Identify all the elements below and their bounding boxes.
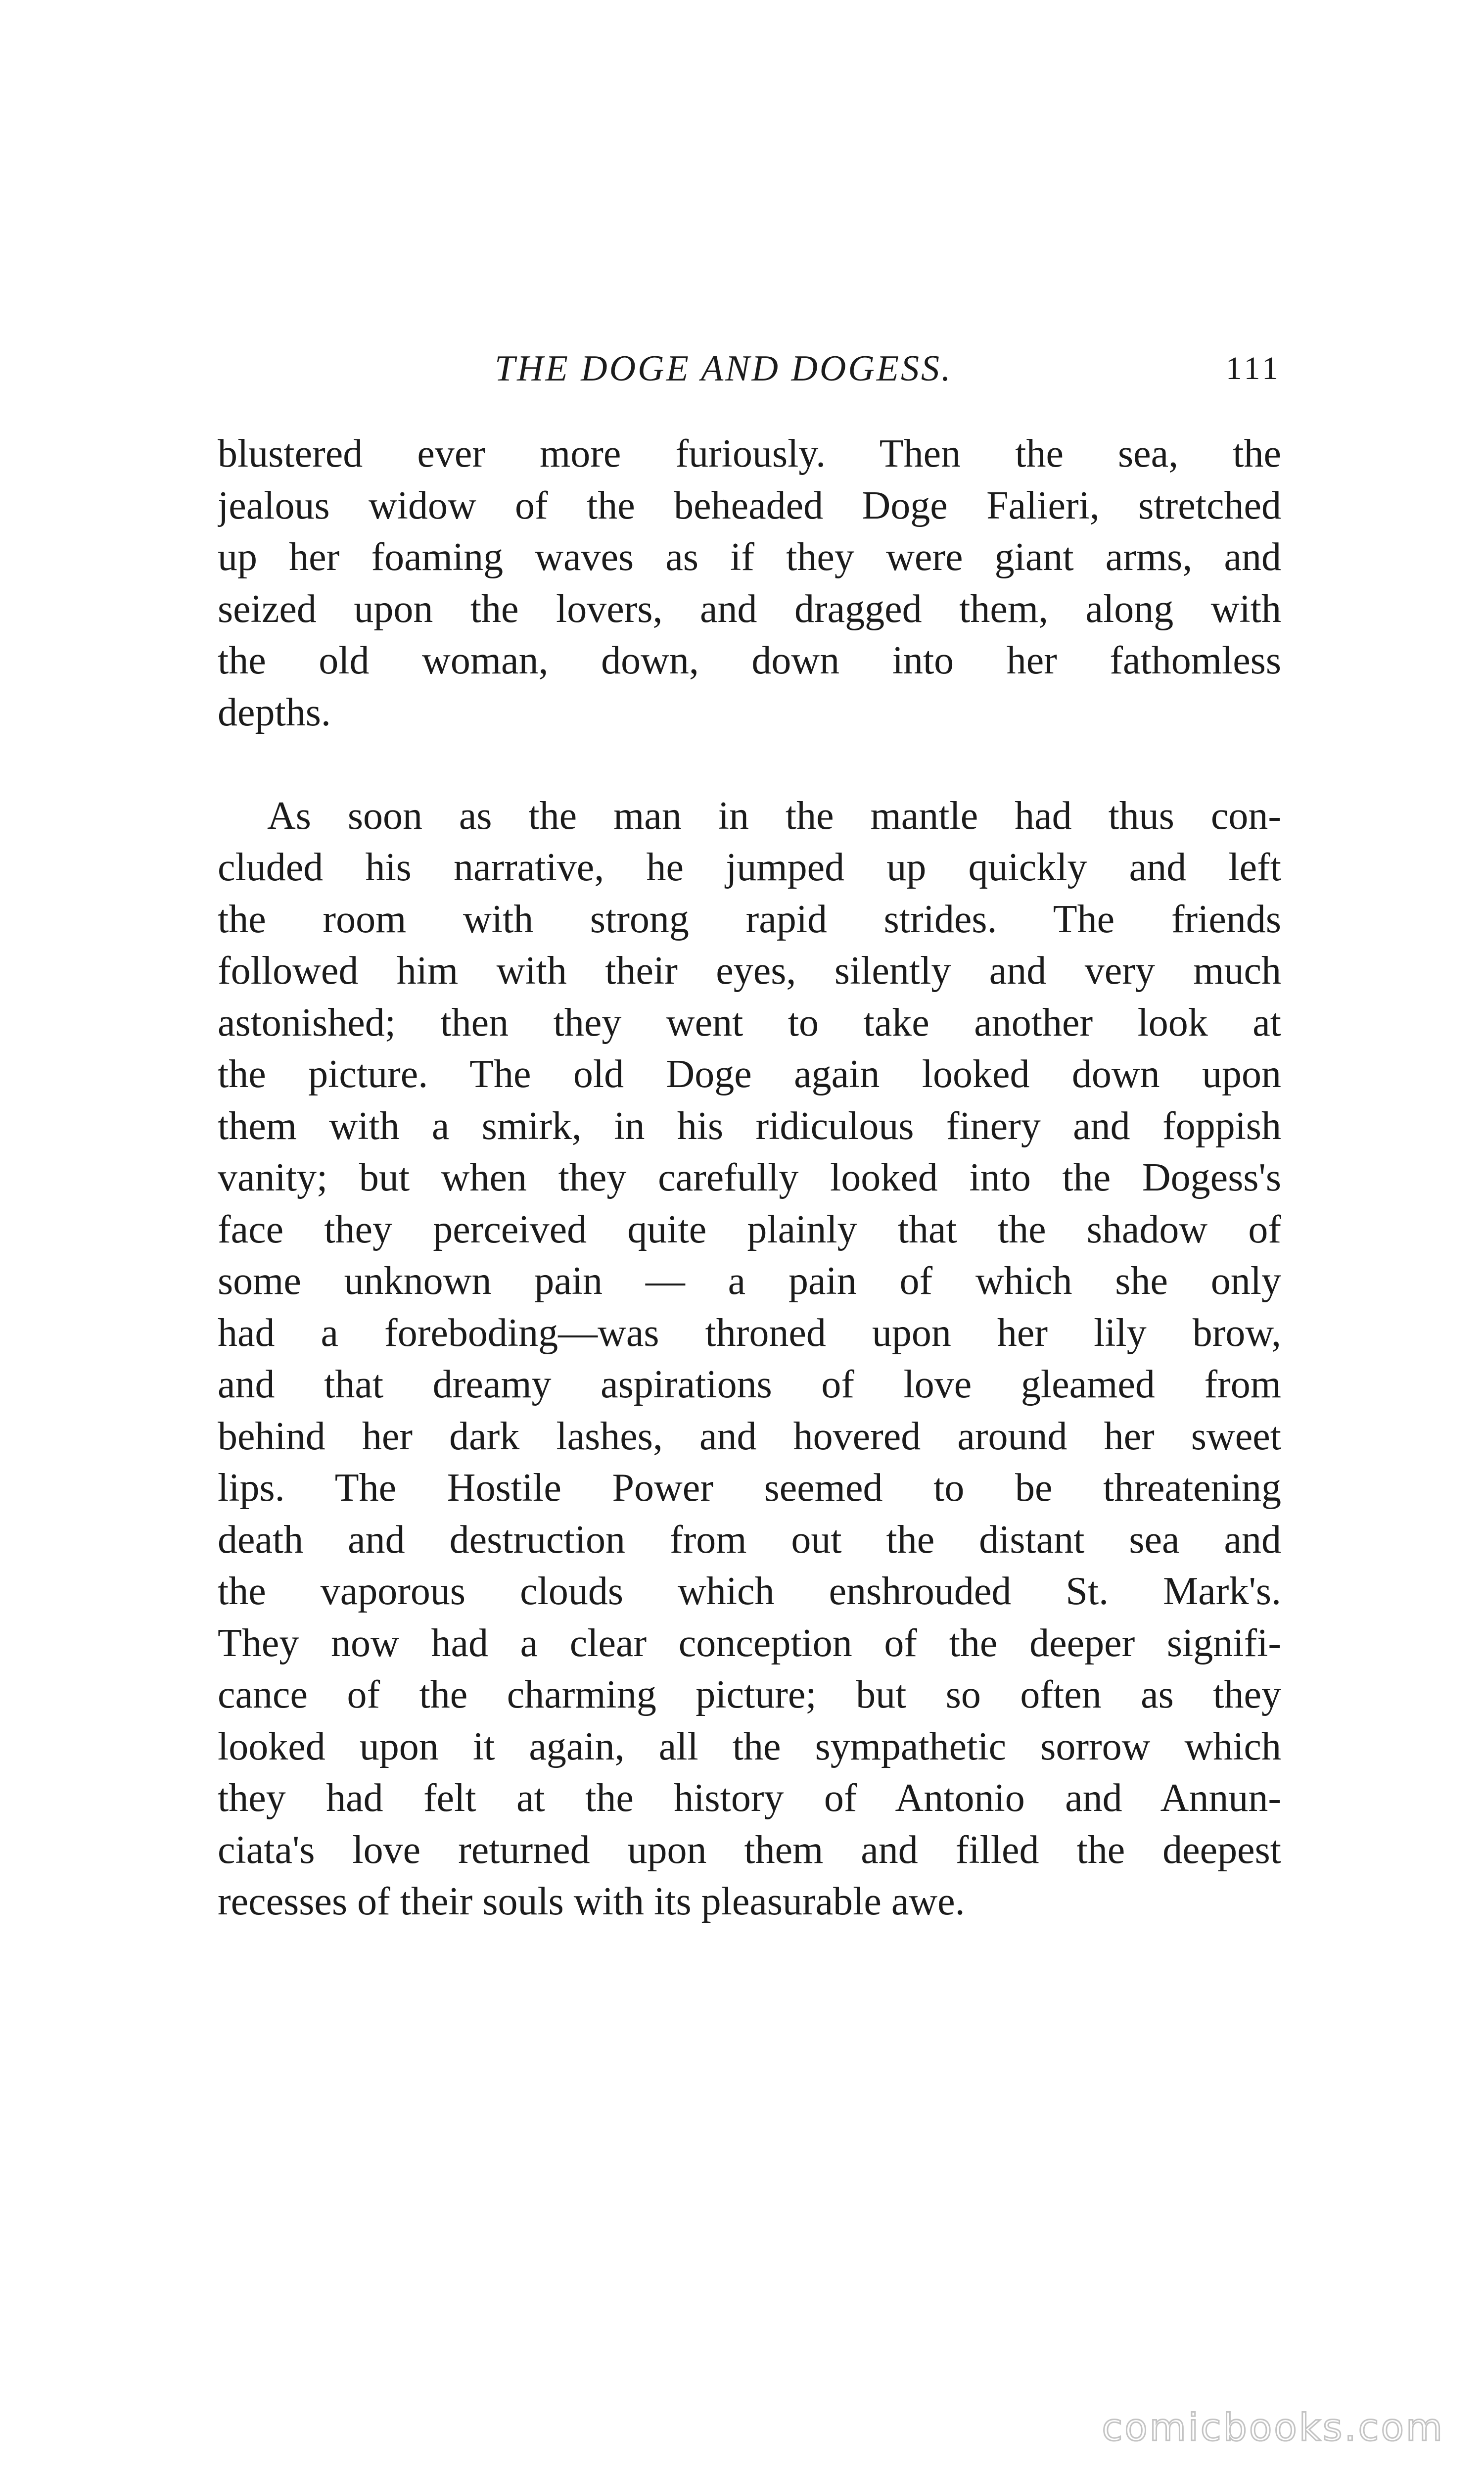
running-head bbox=[218, 341, 1281, 396]
text-line: seized upon the lovers, and dragged them, along with bbox=[218, 587, 1281, 631]
text-line: ciata's love returned upon them and filled the deepest bbox=[218, 1828, 1281, 1872]
text-line: them with a smirk, in his ridiculous finery and foppish bbox=[218, 1104, 1281, 1148]
text-line: behind her dark lashes, and hovered around her sweet bbox=[218, 1414, 1281, 1458]
text-line: As soon as the man in the mantle had thus con- bbox=[267, 794, 1281, 838]
text-line: cluded his narrative, he jumped up quickly and left bbox=[218, 846, 1281, 889]
text-line: astonished; then they went to take another look at bbox=[218, 1000, 1281, 1045]
running-title: THE DOGE AND DOGESS. bbox=[495, 348, 953, 389]
text-line: looked upon it again, all the sympathetic sorrow which bbox=[218, 1724, 1281, 1768]
text-line: death and destruction from out the distant sea and bbox=[218, 1518, 1281, 1562]
text-line: face they perceived quite plainly that the shadow of bbox=[218, 1207, 1281, 1251]
text-line: the old woman, down, down into her fathomless bbox=[218, 639, 1281, 682]
paragraph-2 bbox=[218, 790, 1281, 1928]
text-line: vanity; but when they carefully looked into the Dogess's bbox=[218, 1156, 1281, 1199]
text-line: they had felt at the history of Antonio and Annun- bbox=[218, 1776, 1281, 1820]
text-line: jealous widow of the beheaded Doge Falieri, stretched bbox=[218, 483, 1281, 527]
text-line: They now had a clear conception of the deeper signifi- bbox=[218, 1621, 1281, 1665]
text-line: had a foreboding—was throned upon her lily brow, bbox=[218, 1311, 1281, 1355]
text-line: cance of the charming picture; but so often as they bbox=[218, 1673, 1281, 1716]
page-number: 111 bbox=[1225, 350, 1281, 386]
text-line: up her foaming waves as if they were giant arms, and bbox=[218, 535, 1281, 579]
text-line: and that dreamy aspirations of love gleamed from bbox=[218, 1363, 1281, 1406]
text-line: the room with strong rapid strides. The friends bbox=[218, 897, 1281, 941]
text-line: depths. bbox=[218, 690, 331, 734]
watermark: comicbooks.com bbox=[1102, 2405, 1444, 2449]
text-line: some unknown pain — a pain of which she only bbox=[218, 1259, 1281, 1303]
text-line: recesses of their souls with its pleasurable awe. bbox=[218, 1880, 965, 1923]
text-line: the picture. The old Doge again looked down upon bbox=[218, 1052, 1281, 1096]
paragraph-1 bbox=[218, 428, 1281, 738]
text-line: lips. The Hostile Power seemed to be threatening bbox=[218, 1466, 1281, 1510]
text-line: followed him with their eyes, silently and very much bbox=[218, 949, 1281, 993]
text-body bbox=[218, 428, 1281, 1928]
paragraph-gap bbox=[218, 738, 1281, 790]
text-line: blustered ever more furiously. Then the sea, the bbox=[218, 432, 1281, 476]
text-line: the vaporous clouds which enshrouded St. Mark's. bbox=[218, 1570, 1281, 1613]
